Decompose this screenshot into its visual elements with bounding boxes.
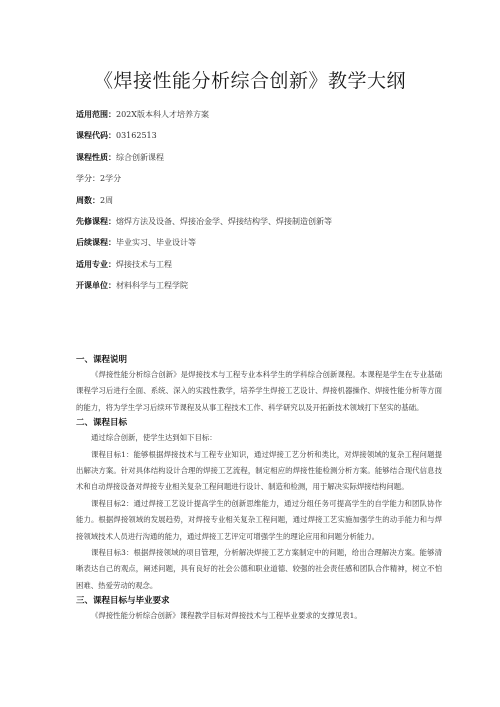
- meta-label: 课程性质：: [76, 152, 116, 162]
- meta-row-credits: [76, 168, 436, 189]
- paragraph: 课程目标3：根据焊接领域的项目管理，分析解决焊接工艺方案制定中的问题，给出合理解决方案。能够清晰表达自己的观点，阐述问题，具有良好的社会公德和职业道德、较强的社会责任感和团队合作精神，树立不怕困难、热爱劳动的观念。: [76, 548, 442, 590]
- section-heading-objectives-and-requirements: 三、课程目标与毕业要求: [76, 596, 170, 607]
- document-title: 《焊接性能分析综合创新》教学大纲: [93, 70, 406, 92]
- meta-label: 开课单位：: [76, 281, 116, 291]
- meta-label: 课程代码：: [76, 131, 116, 141]
- paragraph: 《焊接性能分析综合创新》是焊接技术与工程专业本科学生的学科综合创新课程。本课程是学生在专业基础课程学习后进行全面、系统、深入的实践性教学，培养学生焊接工艺设计、焊接机器操作、焊接性能分析等方面的能力，将为学生学习后续环节课程及从事工程技术工作、科学研究以及开拓新技术领域打下坚实的基础。: [76, 370, 442, 412]
- meta-row-major: [76, 254, 436, 275]
- meta-value: 2学分: [100, 174, 122, 184]
- meta-value: 综合创新课程: [116, 152, 164, 162]
- meta-row-course-nature: [76, 147, 436, 168]
- meta-value: 毕业实习、毕业设计等: [116, 238, 196, 248]
- paragraph: 通过综合创新，使学生达到如下目标：: [91, 433, 217, 443]
- meta-label: 先修课程：: [76, 216, 116, 226]
- meta-value: 焊接技术与工程: [116, 259, 172, 269]
- meta-value: 材料科学与工程学院: [116, 281, 188, 291]
- meta-label: 后续课程：: [76, 238, 116, 248]
- meta-row-followup: [76, 232, 436, 253]
- meta-row-department: [76, 275, 436, 296]
- meta-label: 学分：: [76, 174, 100, 184]
- meta-row-course-code: [76, 125, 436, 146]
- meta-value: 2周: [100, 195, 114, 205]
- meta-value: 熔焊方法及设备、焊接冶金学、焊接结构学、焊接制造创新等: [116, 216, 332, 226]
- course-info-block: [76, 104, 436, 297]
- meta-value: 03162513: [116, 131, 157, 141]
- paragraph: 《焊接性能分析综合创新》课程教学目标对焊接技术与工程毕业要求的支撑见表1。: [91, 611, 362, 621]
- meta-label: 适用专业：: [76, 259, 116, 269]
- meta-row-weeks: [76, 190, 436, 211]
- section-heading-course-objectives: 二、课程目标: [76, 418, 128, 429]
- meta-label: 适用范围：: [76, 110, 116, 119]
- meta-value: 202X版本科人才培养方案: [116, 110, 209, 119]
- paragraph: 课程目标2：通过焊接工艺设计提高学生的创新思维能力，通过分组任务可提高学生的自学能力和团队协作能力。根据焊接领域的发展趋势，对焊接专业相关复杂工程问题，通过焊接工艺实施加强学生的动手能力和与焊接领域技术人员进行沟通的能力，通过焊接工艺评定可增强学生的理论应用和问题分析能力。: [76, 498, 442, 541]
- meta-row-prerequisites: [76, 211, 436, 232]
- meta-row-scope: [76, 104, 436, 125]
- section-heading-course-description: 一、课程说明: [76, 355, 128, 365]
- meta-label: 周数：: [76, 195, 100, 205]
- document-body: [76, 353, 442, 625]
- paragraph: 课程目标1：能够根据焊接技术与工程专业知识，通过焊接工艺分析和类比，对焊接领域的复杂工程问题提出解决方案。针对具体结构设计合理的焊接工艺流程，制定相应的焊接性能检测分析方案。能够结合现代信息技术和自动焊接设备对焊接专业相关复杂工程问题进行设计、制造和检测，用于解决实际焊接结构问题。: [76, 449, 442, 492]
